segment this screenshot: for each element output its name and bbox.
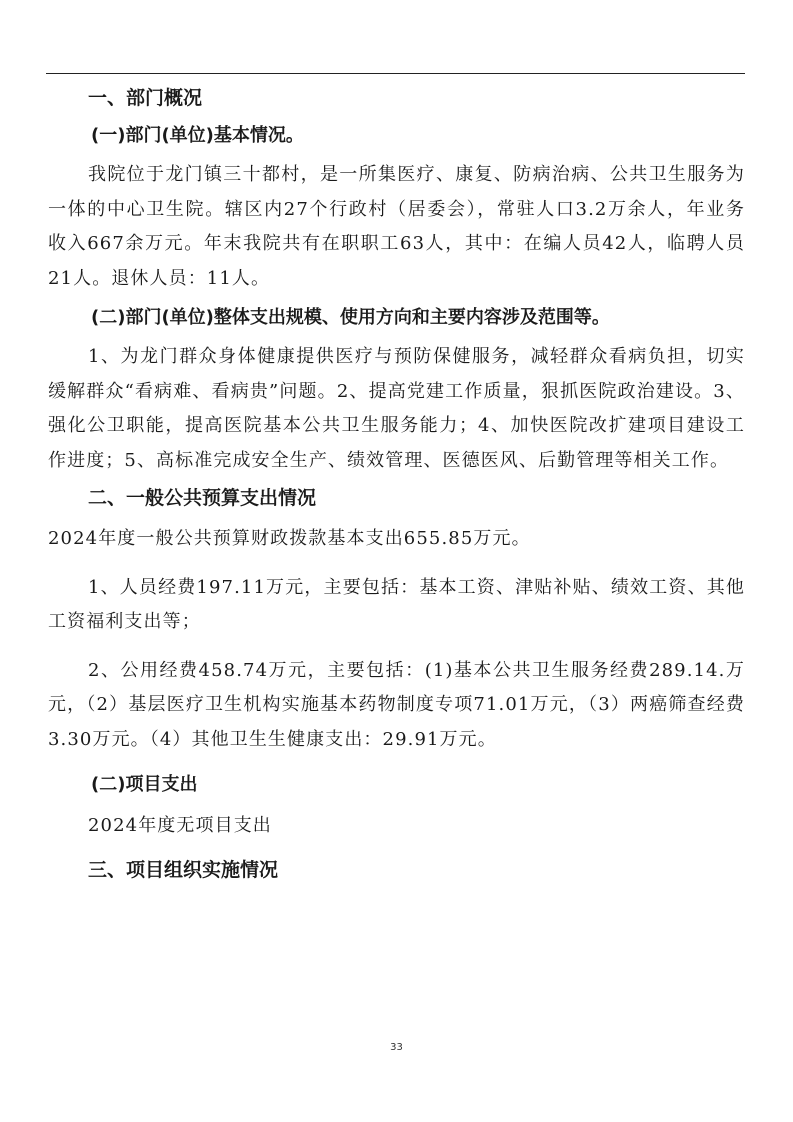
paragraph-budget-total: 2024年度一般公共预算财政拨款基本支出655.85万元。 [48, 528, 531, 549]
page-number: 33 [390, 1042, 403, 1053]
document-body [48, 82, 745, 884]
paragraph-basic-info: 我院位于龙门镇三十都村，是一所集医疗、康复、防病治病、公共卫生服务为一体的中心卫生院。辖区内27个行政村（居委会），常驻人口3.2万余人，年业务收入667余万元。年末我院共有在职职工63人，其中：在编人员42人，临聘人员21人。退休人员：11人。 [48, 164, 745, 289]
subheading-expenditure-scope: (二)部门(单位)整体支出规模、使用方向和主要内容涉及范围等。 [91, 307, 610, 328]
section-heading-budget: 二、一般公共预算支出情况 [88, 487, 317, 509]
subheading-basic-info: (一)部门(单位)基本情况。 [91, 125, 304, 146]
subheading-project-expense: (二)项目支出 [91, 774, 198, 795]
paragraph-expenditure-scope: 1、为龙门群众身体健康提供医疗与预防保健服务，减轻群众看病负担，切实缓解群众“看病难、看病贵”问题。2、提高党建工作质量，狠抓医院政治建设。3、强化公卫职能，提高医院基本公共卫生服务能力；4、加快医院改扩建项目建设工作进度；5、高标准完成安全生产、绩效管理、医德医风、后勤管理等相关工作。 [48, 346, 745, 471]
paragraph-project-expense: 2024年度无项目支出 [88, 815, 272, 836]
paragraph-public-expense: 2、公用经费458.74万元，主要包括：(1)基本公共卫生服务经费289.14.万元，（2）基层医疗卫生机构实施基本药物制度专项71.01万元，（3）两癌筛查经费3.30万元。（4）其他卫生生健康支出：29.91万元。 [48, 659, 745, 750]
section-heading-implementation: 三、项目组织实施情况 [88, 858, 279, 881]
section-heading-overview: 一、部门概况 [88, 87, 203, 109]
header-rule [46, 73, 745, 74]
paragraph-personnel-expense: 1、人员经费197.11万元，主要包括：基本工资、津贴补贴、绩效工资、其他工资福利支出等； [48, 576, 745, 632]
